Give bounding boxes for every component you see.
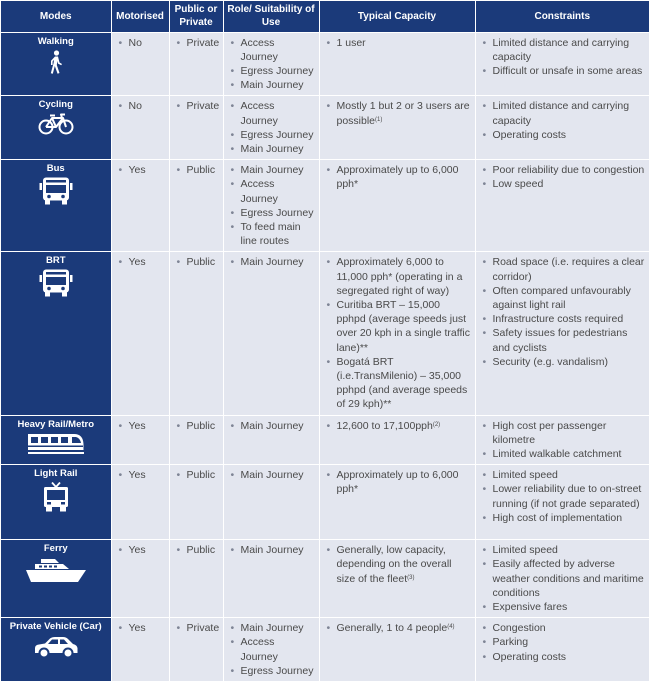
capacity-item [325, 621, 471, 635]
motorised-value: • Yes [117, 163, 165, 177]
motorised-cell [111, 618, 169, 682]
public-private-cell [169, 32, 223, 96]
capacity-list [325, 36, 471, 50]
constraints-cell [475, 252, 649, 415]
role-cell [223, 32, 319, 96]
public-private-list [175, 36, 219, 50]
capacity-cell [319, 415, 475, 465]
motorised-value: • No [117, 99, 165, 113]
mode-cell [1, 415, 111, 465]
constraint-item: • Security (e.g. vandalism) [481, 355, 646, 369]
role-item: • Access Journey [229, 36, 315, 64]
role-item: • Main Journey [229, 163, 315, 177]
bicycle-icon [3, 113, 109, 139]
footnote-marker: (1) [375, 116, 383, 123]
capacity-cell [319, 252, 475, 415]
mode-cell [1, 32, 111, 96]
role-item: • Main Journey [229, 78, 315, 92]
motorised-value: • Yes [117, 468, 165, 482]
public-private-cell [169, 618, 223, 682]
constraint-list [481, 543, 646, 614]
header-motorised: Motorised [111, 1, 169, 32]
mode-cell [1, 160, 111, 252]
constraint-item: • Lower reliability due to on-street running (if not grade separated) [481, 482, 646, 510]
header-constraints: Constraints [475, 1, 649, 32]
role-item: • Access Journey [229, 635, 315, 663]
public-private-cell [169, 160, 223, 252]
motorised-value: • Yes [117, 543, 165, 557]
capacity-item [325, 36, 471, 50]
public-private-value: • Private [175, 36, 219, 50]
motorised-list [117, 543, 165, 557]
mode-label: Walking [37, 35, 74, 47]
mode-label: Heavy Rail/Metro [17, 418, 95, 430]
public-private-list [175, 99, 219, 113]
capacity-text: 1 user [336, 36, 366, 49]
constraint-item: • Congestion [481, 621, 646, 635]
role-item: • Egress Journey [229, 206, 315, 220]
role-cell [223, 540, 319, 618]
mode-cell [1, 96, 111, 160]
role-cell [223, 618, 319, 682]
capacity-item [325, 419, 471, 433]
constraint-list [481, 99, 646, 142]
capacity-item [325, 355, 471, 412]
capacity-list [325, 419, 471, 433]
constraint-item: • Limited distance and carrying capacity [481, 99, 646, 127]
capacity-item [325, 543, 471, 586]
capacity-cell [319, 32, 475, 96]
constraint-item: • Safety issues for pedestrians and cyclists [481, 326, 646, 354]
role-list [229, 621, 315, 678]
capacity-list [325, 621, 471, 635]
motorised-cell [111, 252, 169, 415]
public-private-cell [169, 540, 223, 618]
constraints-cell [475, 96, 649, 160]
role-list [229, 163, 315, 248]
constraint-item: • Parking [481, 635, 646, 649]
capacity-item [325, 99, 471, 127]
constraint-list [481, 36, 646, 79]
role-item: • Access Journey [229, 99, 315, 127]
mode-label: Bus [46, 163, 65, 175]
mode-label: Ferry [43, 543, 68, 555]
header-capacity: Typical Capacity [319, 1, 475, 32]
constraint-item: • Limited walkable catchment [481, 447, 646, 461]
role-list [229, 36, 315, 93]
role-item: • Main Journey [229, 419, 315, 433]
capacity-item [325, 468, 471, 496]
role-list [229, 419, 315, 433]
constraint-item: • High cost of implementation [481, 511, 646, 525]
header-modes: Modes [1, 1, 111, 32]
table-row [1, 415, 649, 465]
constraint-item: • Easily affected by adverse weather conditions and maritime conditions [481, 557, 646, 600]
role-list [229, 255, 315, 269]
table-row [1, 32, 649, 96]
constraint-list [481, 621, 646, 664]
public-private-value: • Private [175, 621, 219, 635]
capacity-list [325, 255, 471, 411]
motorised-cell [111, 96, 169, 160]
ferry-icon [3, 557, 109, 587]
constraint-item: • Road space (i.e. requires a clear corridor) [481, 255, 646, 283]
mode-cell [1, 252, 111, 415]
motorised-value: • Yes [117, 621, 165, 635]
capacity-text: 12,600 to 17,100pph [336, 419, 433, 432]
capacity-text: Approximately up to 6,000 pph* [336, 164, 459, 191]
capacity-text: Approximately up to 6,000 pph* [336, 469, 459, 496]
motorised-value: • Yes [117, 255, 165, 269]
constraint-item: • Expensive fares [481, 600, 646, 614]
motorised-value: • Yes [117, 419, 165, 433]
motorised-list [117, 36, 165, 50]
role-list [229, 468, 315, 482]
motorised-list [117, 255, 165, 269]
public-private-cell [169, 465, 223, 540]
footnote-marker: (2) [432, 421, 441, 428]
public-private-value: • Public [175, 468, 219, 482]
capacity-text: Generally, 1 to 4 people [336, 622, 448, 635]
brt-bus-icon [3, 269, 109, 301]
header-row [1, 1, 649, 32]
role-item: • Main Journey [229, 142, 315, 156]
table-row [1, 540, 649, 618]
role-item: • Egress Journey [229, 664, 315, 678]
motorised-list [117, 468, 165, 482]
bus-icon [3, 177, 109, 209]
role-item: • Main Journey [229, 543, 315, 557]
mode-label: Private Vehicle (Car) [9, 621, 102, 633]
constraints-cell [475, 160, 649, 252]
motorised-cell [111, 32, 169, 96]
capacity-list [325, 99, 471, 127]
constraint-item: • Often compared unfavourably against light rail [481, 284, 646, 312]
constraints-cell [475, 415, 649, 465]
role-cell [223, 415, 319, 465]
role-item: • Egress Journey [229, 128, 315, 142]
motorised-cell [111, 160, 169, 252]
role-item: • Main Journey [229, 255, 315, 269]
capacity-cell [319, 465, 475, 540]
role-item: • To feed main line routes [229, 220, 315, 248]
footnote-marker: (3) [407, 574, 415, 581]
car-icon [3, 635, 109, 663]
constraints-cell [475, 540, 649, 618]
role-item: • Main Journey [229, 621, 315, 635]
motorised-cell [111, 465, 169, 540]
capacity-cell [319, 618, 475, 682]
role-cell [223, 160, 319, 252]
transport-modes-table [1, 1, 649, 682]
capacity-text: Approximately 6,000 to 11,000 pph* (operating in a segregated right of way) [336, 256, 463, 297]
motorised-cell [111, 415, 169, 465]
public-private-value: • Public [175, 163, 219, 177]
capacity-text: Mostly 1 but 2 or 3 users are possible [336, 100, 470, 127]
public-private-cell [169, 415, 223, 465]
footnote-marker: (4) [447, 624, 455, 631]
motorised-value: • No [117, 36, 165, 50]
constraint-list [481, 419, 646, 462]
motorised-list [117, 621, 165, 635]
constraint-list [481, 163, 646, 191]
table-row [1, 252, 649, 415]
constraint-item: • Limited speed [481, 543, 646, 557]
mode-label: Light Rail [34, 468, 78, 480]
role-item: • Access Journey [229, 177, 315, 205]
constraints-cell [475, 465, 649, 540]
public-private-cell [169, 96, 223, 160]
public-private-value: • Public [175, 543, 219, 557]
constraint-list [481, 468, 646, 525]
public-private-list [175, 163, 219, 177]
constraint-item: • Limited distance and carrying capacity [481, 36, 646, 64]
role-cell [223, 252, 319, 415]
constraint-item: • High cost per passenger kilometre [481, 419, 646, 447]
constraint-item: • Limited speed [481, 468, 646, 482]
public-private-value: • Public [175, 419, 219, 433]
public-private-list [175, 543, 219, 557]
capacity-text: Bogatá BRT (i.e.TransMilenio) – 35,000 pphpd (and average speeds of 29 kph)** [336, 355, 468, 411]
public-private-list [175, 255, 219, 269]
tram-icon [3, 482, 109, 516]
role-list [229, 543, 315, 557]
mode-label: Cycling [38, 99, 73, 111]
pedestrian-icon [3, 50, 109, 78]
motorised-list [117, 419, 165, 433]
role-cell [223, 465, 319, 540]
mode-cell [1, 540, 111, 618]
constraint-item: • Infrastructure costs required [481, 312, 646, 326]
table-row [1, 465, 649, 540]
constraint-item: • Poor reliability due to congestion [481, 163, 646, 177]
capacity-item [325, 255, 471, 298]
constraint-list [481, 255, 646, 369]
public-private-value: • Private [175, 99, 219, 113]
motorised-list [117, 163, 165, 177]
public-private-cell [169, 252, 223, 415]
capacity-item [325, 163, 471, 191]
capacity-list [325, 163, 471, 191]
capacity-cell [319, 160, 475, 252]
constraints-cell [475, 618, 649, 682]
public-private-list [175, 419, 219, 433]
motorised-list [117, 99, 165, 113]
header-public-or-private: Public or Private [169, 1, 223, 32]
capacity-text: Generally, low capacity, depending on the overall size of the fleet [336, 544, 452, 585]
capacity-cell [319, 96, 475, 160]
capacity-list [325, 543, 471, 586]
motorised-cell [111, 540, 169, 618]
table-row [1, 160, 649, 252]
role-list [229, 99, 315, 156]
constraint-item: • Difficult or unsafe in some areas [481, 64, 646, 78]
public-private-list [175, 468, 219, 482]
mode-cell [1, 465, 111, 540]
table-row [1, 618, 649, 682]
mode-label: BRT [45, 255, 66, 267]
role-item: • Main Journey [229, 468, 315, 482]
capacity-cell [319, 540, 475, 618]
capacity-text: Curitiba BRT – 15,000 pphpd (average speeds just over 20 kph in a single traffic lane)** [336, 298, 470, 354]
role-item: • Egress Journey [229, 64, 315, 78]
mode-cell [1, 618, 111, 682]
capacity-item [325, 298, 471, 355]
capacity-list [325, 468, 471, 496]
constraint-item: • Low speed [481, 177, 646, 191]
public-private-list [175, 621, 219, 635]
role-cell [223, 96, 319, 160]
table-row [1, 96, 649, 160]
constraint-item: • Operating costs [481, 650, 646, 664]
constraint-item: • Operating costs [481, 128, 646, 142]
header-role: Role/ Suitability of Use [223, 1, 319, 32]
constraints-cell [475, 32, 649, 96]
public-private-value: • Public [175, 255, 219, 269]
train-icon [3, 433, 109, 459]
